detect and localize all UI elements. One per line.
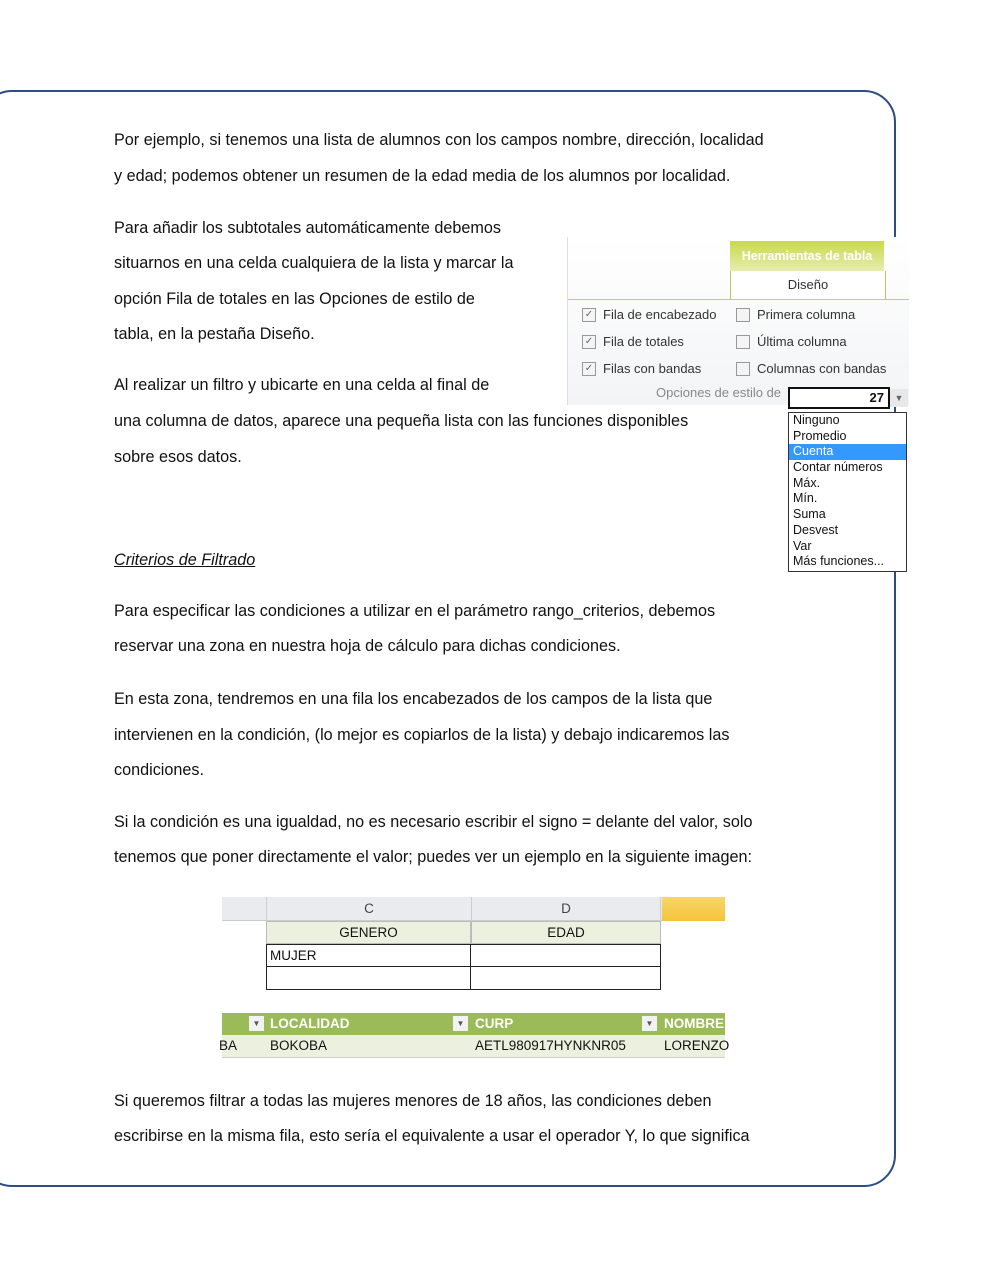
text-line: condiciones. <box>114 761 204 779</box>
text-line: Para añadir los subtotales automáticamente debemos <box>114 219 501 237</box>
text-line: escribirse en la misma fila, esto sería el equivalente a usar el operador Y, lo que significa <box>114 1127 750 1145</box>
list-item-selected[interactable]: Cuenta <box>789 444 906 460</box>
text-line: situarnos en una celda cualquiera de la lista y marcar la <box>114 254 514 272</box>
table-cell[interactable]: BOKOBA <box>270 1038 328 1053</box>
text-line: reservar una zona en nuestra hoja de cálculo para dichas condiciones. <box>114 637 621 655</box>
text-line: una columna de datos, aparece una pequeña lista con las funciones disponibles <box>114 412 689 430</box>
list-item[interactable]: Máx. <box>793 475 821 490</box>
filter-dropdown-icon[interactable]: ▼ <box>453 1016 468 1031</box>
text-line: y edad; podemos obtener un resumen de la edad media de los alumnos por localidad. <box>114 167 731 185</box>
total-cell[interactable]: 27 <box>788 387 890 409</box>
filter-dropdown-icon[interactable]: ▼ <box>249 1016 264 1031</box>
criteria-cell[interactable] <box>470 966 661 990</box>
text-line: Para especificar las condiciones a utilizar en el parámetro rango_criterios, debemos <box>114 602 716 620</box>
checkbox-label: Última columna <box>757 334 847 349</box>
checkbox-label: Fila de encabezado <box>603 307 717 322</box>
table-cell[interactable]: AETL980917HYNKNR05 <box>475 1038 626 1053</box>
checkbox-label: Columnas con bandas <box>757 361 887 376</box>
checkbox-icon <box>736 335 750 349</box>
column-header-d[interactable]: D <box>471 897 661 921</box>
text-line: tenemos que poner directamente el valor; puedes ver un ejemplo en la siguiente imagen: <box>114 848 752 866</box>
list-item[interactable]: Var <box>793 538 812 553</box>
list-item[interactable]: Suma <box>793 507 826 522</box>
criteria-cell[interactable] <box>266 966 471 990</box>
checkbox-label: Primera columna <box>757 307 856 322</box>
section-heading: Criterios de Filtrado <box>114 551 256 569</box>
ribbon-screenshot <box>567 237 909 405</box>
text-line: Si queremos filtrar a todas las mujeres menores de 18 años, las condiciones deben <box>114 1092 712 1110</box>
text-line: Por ejemplo, si tenemos una lista de alumnos con los campos nombre, dirección, localidad <box>114 131 764 149</box>
table-cell[interactable]: LORENZO <box>664 1038 730 1053</box>
checkbox-label: Fila de totales <box>603 334 684 349</box>
text-line: Si la condición es una igualdad, no es necesario escribir el signo = delante del valor, solo <box>114 813 753 831</box>
list-item[interactable]: Desvest <box>793 522 839 537</box>
text-line: tabla, en la pestaña Diseño. <box>114 325 315 343</box>
filter-dropdown-icon[interactable]: ▼ <box>642 1016 657 1031</box>
list-item[interactable]: Ninguno <box>793 413 840 427</box>
checkbox-icon: ✓ <box>582 362 596 376</box>
list-item[interactable]: Más funciones... <box>793 554 885 569</box>
text-line: opción Fila de totales en las Opciones de estilo de <box>114 290 475 308</box>
table-header-nombre: NOMBRE <box>664 1016 724 1031</box>
checkbox-fila-totales[interactable] <box>582 334 684 349</box>
list-item[interactable]: Contar números <box>793 460 883 475</box>
checkbox-columnas-bandas[interactable] <box>736 361 886 376</box>
table-header-curp: CURP <box>475 1016 514 1031</box>
spreadsheet-screenshot <box>219 897 730 1058</box>
checkbox-ultima-columna[interactable] <box>736 334 847 349</box>
checkbox-icon: ✓ <box>582 335 596 349</box>
checkbox-fila-encabezado[interactable] <box>582 307 716 322</box>
text-line: sobre esos datos. <box>114 448 242 466</box>
tab-diseno[interactable]: Diseño <box>730 271 886 300</box>
totals-dropdown <box>788 387 908 572</box>
criteria-cell-genero[interactable]: MUJER <box>266 944 471 967</box>
checkbox-icon: ✓ <box>582 308 596 322</box>
checkbox-icon <box>736 308 750 322</box>
column-header-c[interactable]: C <box>266 897 471 921</box>
checkbox-filas-bandas[interactable] <box>582 361 701 376</box>
checkbox-primera-columna[interactable] <box>736 307 855 322</box>
list-item[interactable]: Promedio <box>793 428 847 443</box>
context-tab-label: Herramientas de tabla <box>730 241 884 271</box>
text-line: intervienen en la condición, (lo mejor es copiarlos de la lista) y debajo indicaremos las <box>114 726 730 744</box>
criteria-cell-edad[interactable] <box>470 944 661 967</box>
chevron-down-icon[interactable]: ▼ <box>890 389 908 407</box>
text-line: Al realizar un filtro y ubicarte en una celda al final de <box>114 376 490 394</box>
list-item[interactable]: Mín. <box>793 491 818 506</box>
function-list <box>788 412 907 572</box>
checkbox-label: Filas con bandas <box>603 361 702 376</box>
text-line: En esta zona, tendremos en una fila los encabezados de los campos de la lista que <box>114 690 713 708</box>
criteria-header-genero[interactable]: GENERO <box>266 921 471 944</box>
checkbox-icon <box>736 362 750 376</box>
criteria-header-edad[interactable]: EDAD <box>471 921 661 944</box>
table-header-localidad: LOCALIDAD <box>270 1016 350 1031</box>
table-cell[interactable]: BA <box>219 1038 238 1053</box>
group-label: Opciones de estilo de <box>656 385 782 400</box>
